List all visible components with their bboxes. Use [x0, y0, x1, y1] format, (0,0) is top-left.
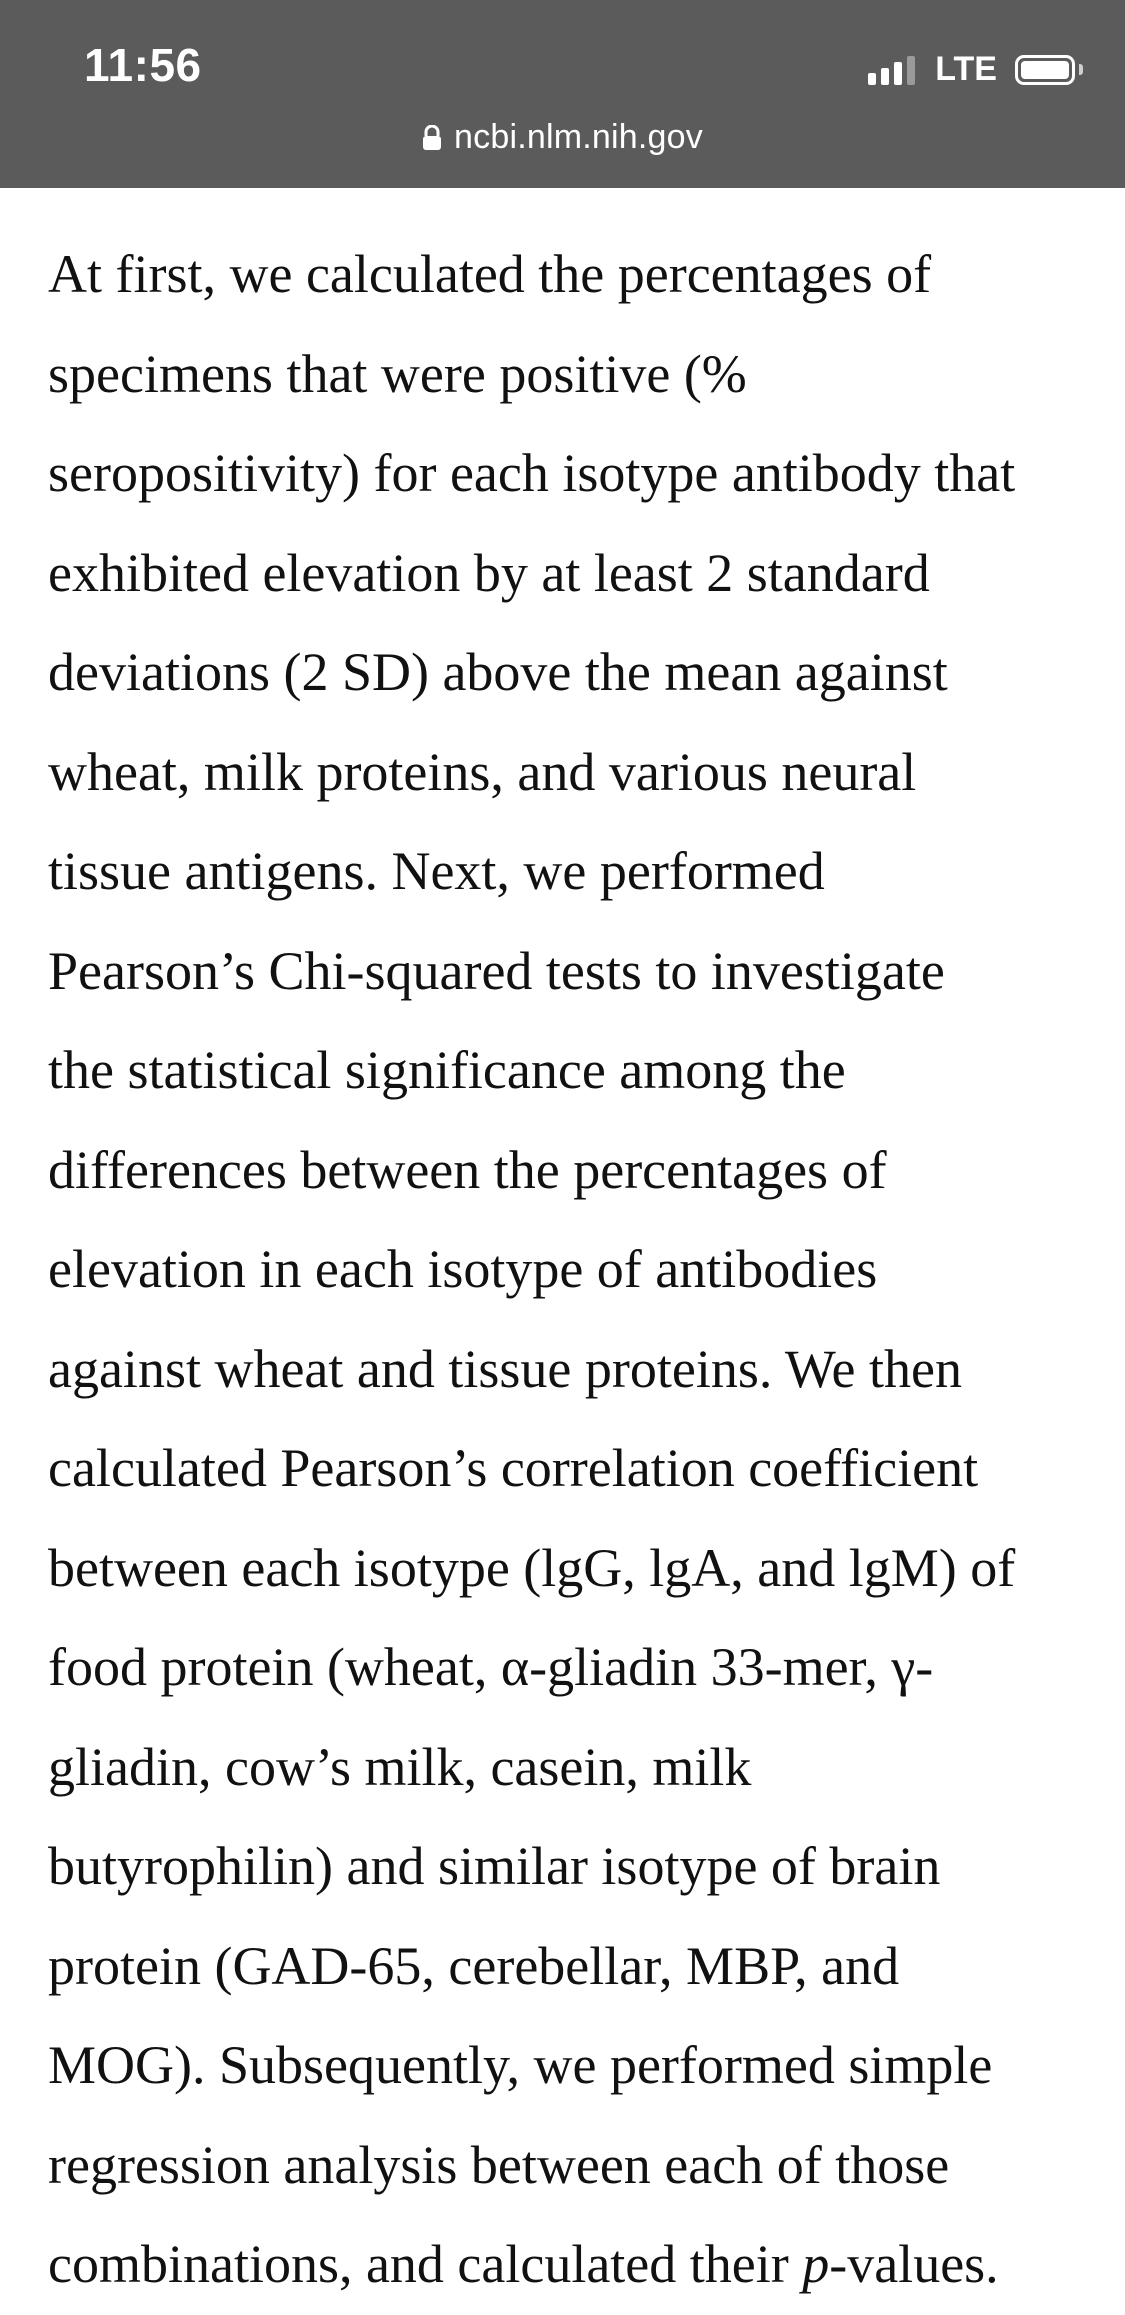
battery-icon [1015, 55, 1075, 85]
text-line: deviations (2 SD) above the mean against [48, 642, 948, 702]
text-line: food protein (wheat, α-gliadin 33-mer, γ- [48, 1637, 934, 1697]
text-line: exhibited elevation by at least 2 standard [48, 542, 930, 603]
status-bar [0, 0, 1125, 188]
text-line: regression analysis between each of those [48, 2134, 950, 2195]
text-line: the statistical significance among the [48, 1040, 846, 1100]
lock-icon [422, 125, 442, 151]
text-line: wheat, milk proteins, and various neural [48, 741, 917, 802]
address-bar[interactable] [0, 118, 1125, 157]
text-line: between each isotype (lgG, lgA, and lgM) of [48, 1537, 1016, 1598]
text-line: MOG). Subsequently, we performed simple [48, 2035, 993, 2095]
battery-tip [1079, 64, 1083, 75]
text-line: differences between the percentages of [48, 1139, 887, 1200]
text-line: elevation in each isotype of antibodies [48, 1239, 878, 1299]
text-line: seropositivity) for each isotype antibody that [48, 443, 1016, 503]
article-paragraph [48, 225, 1098, 2315]
last-line-prefix: combinations, and calculated their [48, 2234, 803, 2294]
url-text[interactable]: ncbi.nlm.nih.gov [454, 118, 703, 156]
text-line: At first, we calculated the percentages of [48, 244, 932, 304]
text-line: protein (GAD-65, cerebellar, MBP, and [48, 1935, 900, 1996]
text-line: Pearson’s Chi-squared tests to investigate [48, 940, 945, 1001]
article-body [48, 225, 1098, 2315]
text-line: gliadin, cow’s milk, casein, milk [48, 1736, 752, 1797]
status-indicators [868, 50, 1083, 89]
last-line-suffix: -values. [829, 2234, 999, 2294]
text-line: calculated Pearson’s correlation coefficient [48, 1438, 979, 1498]
text-line: butyrophilin) and similar isotype of brain [48, 1836, 941, 1896]
text-line: against wheat and tissue proteins. We then [48, 1338, 962, 1399]
p-value-italic: p [802, 2234, 830, 2294]
text-line: specimens that were positive (% [48, 343, 747, 404]
network-type: LTE [935, 50, 997, 88]
text-line-last [48, 2215, 1098, 2315]
text-line: tissue antigens. Next, we performed [48, 841, 825, 901]
status-time: 11:56 [84, 39, 202, 91]
signal-icon [868, 55, 915, 85]
